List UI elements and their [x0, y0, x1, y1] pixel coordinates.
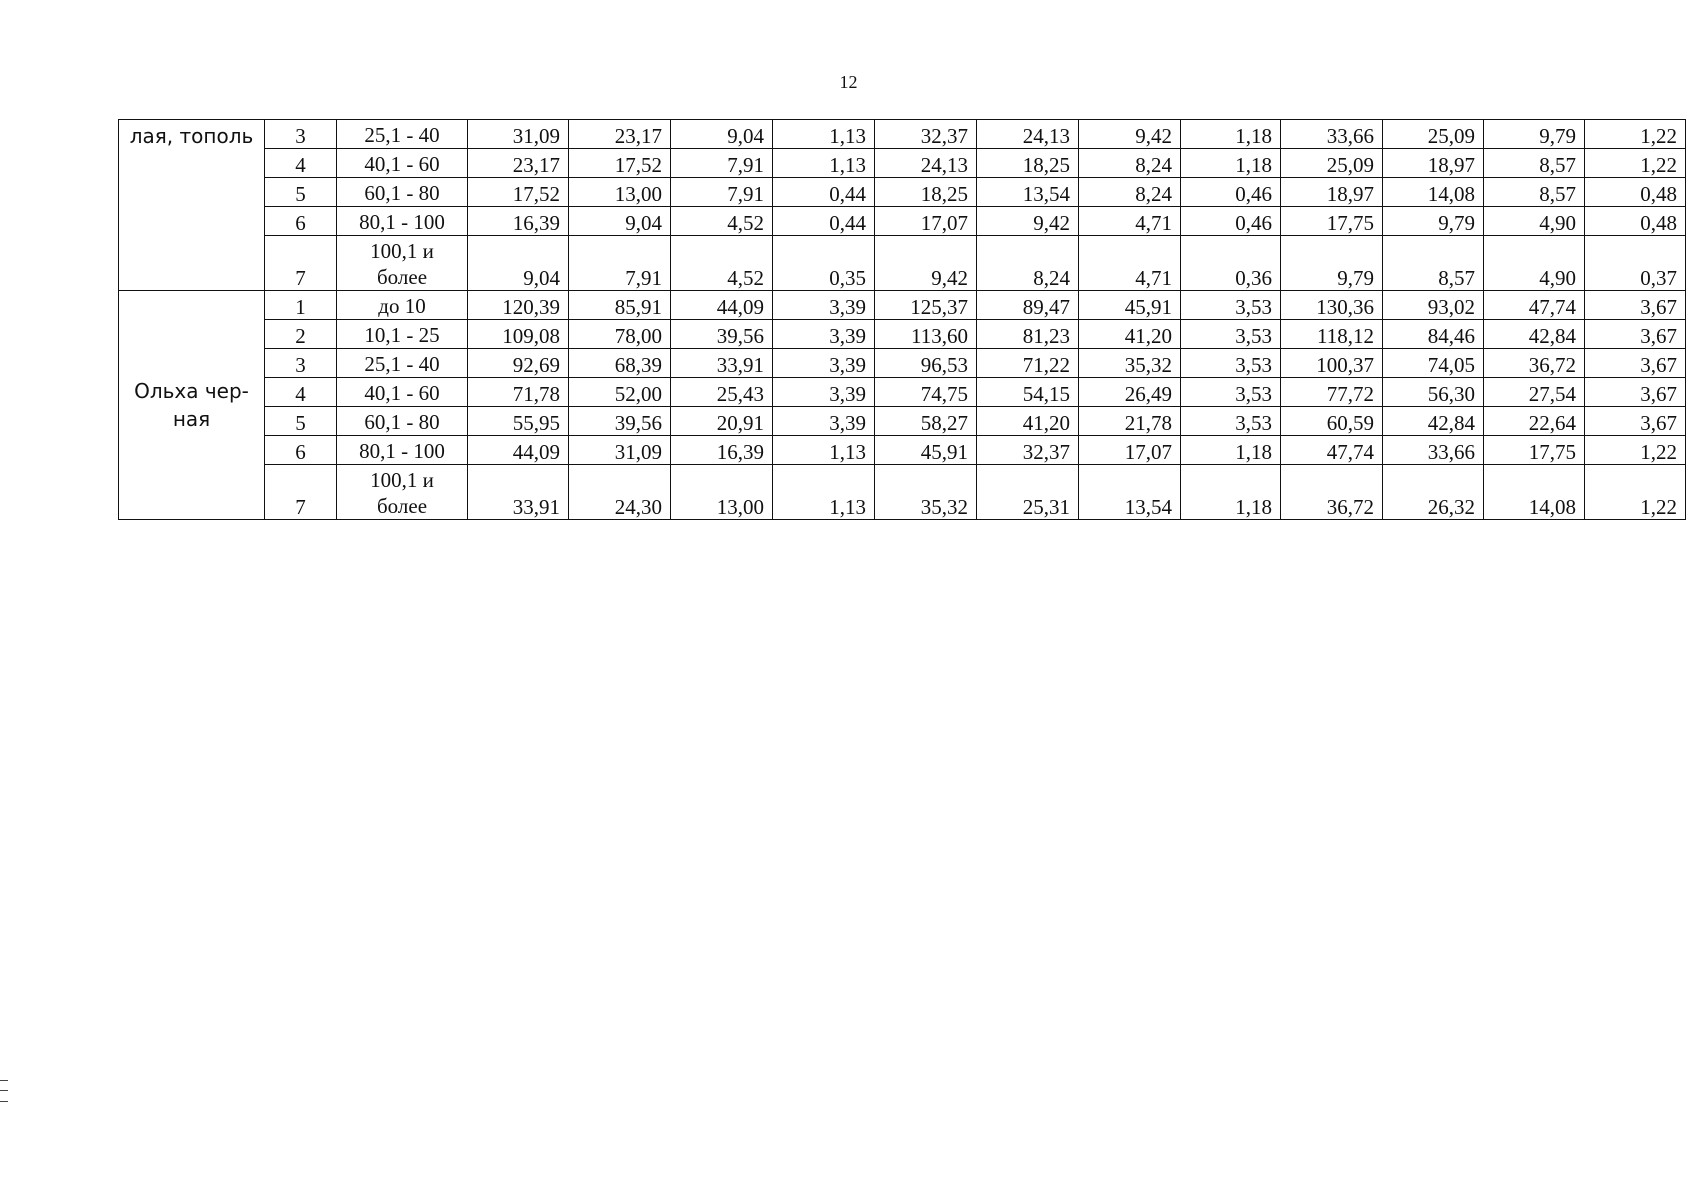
value-cell: 17,07 — [1079, 436, 1181, 465]
diameter-range-cell: 80,1 - 100 — [337, 436, 468, 465]
value-cell: 0,46 — [1181, 207, 1281, 236]
value-cell: 3,39 — [773, 349, 875, 378]
value-cell: 13,00 — [569, 178, 671, 207]
value-cell: 78,00 — [569, 320, 671, 349]
value-cell: 45,91 — [875, 436, 977, 465]
value-cell: 52,00 — [569, 378, 671, 407]
value-cell: 1,22 — [1585, 465, 1686, 520]
value-cell: 0,46 — [1181, 178, 1281, 207]
value-cell: 3,67 — [1585, 320, 1686, 349]
value-cell: 1,18 — [1181, 120, 1281, 149]
value-cell: 18,97 — [1383, 149, 1484, 178]
value-cell: 25,31 — [977, 465, 1079, 520]
value-cell: 8,57 — [1383, 236, 1484, 291]
value-cell: 60,59 — [1281, 407, 1383, 436]
value-cell: 1,13 — [773, 465, 875, 520]
value-cell: 9,04 — [671, 120, 773, 149]
value-cell: 81,23 — [977, 320, 1079, 349]
value-cell: 45,91 — [1079, 291, 1181, 320]
value-cell: 3,67 — [1585, 349, 1686, 378]
value-cell: 54,15 — [977, 378, 1079, 407]
table-body — [119, 120, 1686, 520]
value-cell: 1,22 — [1585, 149, 1686, 178]
value-cell: 14,08 — [1383, 178, 1484, 207]
table-row — [119, 320, 1686, 349]
value-cell: 74,75 — [875, 378, 977, 407]
value-cell: 8,24 — [1079, 178, 1181, 207]
value-cell: 1,13 — [773, 120, 875, 149]
class-number-cell: 3 — [265, 349, 337, 378]
table-row — [119, 436, 1686, 465]
value-cell: 7,91 — [569, 236, 671, 291]
value-cell: 93,02 — [1383, 291, 1484, 320]
value-cell: 24,13 — [977, 120, 1079, 149]
value-cell: 84,46 — [1383, 320, 1484, 349]
class-number-cell: 6 — [265, 207, 337, 236]
species-cell: лая, тополь — [119, 120, 265, 291]
value-cell: 4,90 — [1484, 207, 1585, 236]
value-cell: 18,25 — [977, 149, 1079, 178]
value-cell: 13,54 — [977, 178, 1079, 207]
value-cell: 120,39 — [468, 291, 569, 320]
value-cell: 0,37 — [1585, 236, 1686, 291]
class-number-cell: 7 — [265, 236, 337, 291]
diameter-range-cell: 80,1 - 100 — [337, 207, 468, 236]
value-cell: 31,09 — [468, 120, 569, 149]
value-cell: 3,39 — [773, 291, 875, 320]
value-cell: 18,97 — [1281, 178, 1383, 207]
value-cell: 3,67 — [1585, 407, 1686, 436]
value-cell: 0,36 — [1181, 236, 1281, 291]
value-cell: 17,52 — [468, 178, 569, 207]
value-cell: 0,48 — [1585, 178, 1686, 207]
value-cell: 32,37 — [875, 120, 977, 149]
table-row — [119, 465, 1686, 520]
diameter-range-cell: 40,1 - 60 — [337, 378, 468, 407]
diameter-range-cell: до 10 — [337, 291, 468, 320]
class-number-cell: 3 — [265, 120, 337, 149]
table-row — [119, 407, 1686, 436]
value-cell: 3,39 — [773, 378, 875, 407]
value-cell: 41,20 — [977, 407, 1079, 436]
value-cell: 125,37 — [875, 291, 977, 320]
value-cell: 89,47 — [977, 291, 1079, 320]
value-cell: 9,42 — [875, 236, 977, 291]
value-cell: 71,22 — [977, 349, 1079, 378]
value-cell: 24,13 — [875, 149, 977, 178]
table-row — [119, 236, 1686, 291]
value-cell: 42,84 — [1383, 407, 1484, 436]
value-cell: 1,18 — [1181, 465, 1281, 520]
value-cell: 4,52 — [671, 236, 773, 291]
diameter-range-cell: 25,1 - 40 — [337, 349, 468, 378]
value-cell: 25,43 — [671, 378, 773, 407]
value-cell: 36,72 — [1484, 349, 1585, 378]
value-cell: 24,30 — [569, 465, 671, 520]
table-row — [119, 149, 1686, 178]
value-cell: 4,90 — [1484, 236, 1585, 291]
table-row — [119, 120, 1686, 149]
value-cell: 39,56 — [569, 407, 671, 436]
species-cell: Ольха чер-ная — [119, 291, 265, 520]
class-number-cell: 5 — [265, 178, 337, 207]
value-cell: 3,53 — [1181, 291, 1281, 320]
value-cell: 8,57 — [1484, 178, 1585, 207]
class-number-cell: 4 — [265, 149, 337, 178]
class-number-cell: 4 — [265, 378, 337, 407]
class-number-cell: 5 — [265, 407, 337, 436]
value-cell: 25,09 — [1281, 149, 1383, 178]
value-cell: 7,91 — [671, 149, 773, 178]
value-cell: 26,49 — [1079, 378, 1181, 407]
value-cell: 33,91 — [671, 349, 773, 378]
value-cell: 100,37 — [1281, 349, 1383, 378]
value-cell: 18,25 — [875, 178, 977, 207]
value-cell: 3,53 — [1181, 407, 1281, 436]
value-cell: 1,13 — [773, 149, 875, 178]
class-number-cell: 2 — [265, 320, 337, 349]
table-row — [119, 178, 1686, 207]
value-cell: 32,37 — [977, 436, 1079, 465]
value-cell: 9,04 — [569, 207, 671, 236]
value-cell: 3,53 — [1181, 349, 1281, 378]
value-cell: 92,69 — [468, 349, 569, 378]
value-cell: 118,12 — [1281, 320, 1383, 349]
value-cell: 9,79 — [1281, 236, 1383, 291]
diameter-range-cell: 60,1 - 80 — [337, 407, 468, 436]
value-cell: 4,52 — [671, 207, 773, 236]
value-cell: 0,44 — [773, 207, 875, 236]
value-cell: 55,95 — [468, 407, 569, 436]
value-cell: 3,67 — [1585, 291, 1686, 320]
value-cell: 3,53 — [1181, 320, 1281, 349]
value-cell: 1,18 — [1181, 149, 1281, 178]
value-cell: 3,39 — [773, 407, 875, 436]
value-cell: 36,72 — [1281, 465, 1383, 520]
value-cell: 3,39 — [773, 320, 875, 349]
value-cell: 1,18 — [1181, 436, 1281, 465]
value-cell: 9,04 — [468, 236, 569, 291]
rates-table-container — [118, 119, 1677, 520]
diameter-range-cell: 100,1 и более — [337, 465, 468, 520]
value-cell: 23,17 — [468, 149, 569, 178]
value-cell: 39,56 — [671, 320, 773, 349]
value-cell: 8,24 — [1079, 149, 1181, 178]
value-cell: 16,39 — [468, 207, 569, 236]
value-cell: 47,74 — [1281, 436, 1383, 465]
value-cell: 23,17 — [569, 120, 671, 149]
value-cell: 14,08 — [1484, 465, 1585, 520]
value-cell: 9,42 — [1079, 120, 1181, 149]
page-number: 12 — [839, 72, 858, 92]
value-cell: 44,09 — [671, 291, 773, 320]
value-cell: 74,05 — [1383, 349, 1484, 378]
value-cell: 9,42 — [977, 207, 1079, 236]
value-cell: 3,67 — [1585, 378, 1686, 407]
value-cell: 0,35 — [773, 236, 875, 291]
value-cell: 17,52 — [569, 149, 671, 178]
value-cell: 0,48 — [1585, 207, 1686, 236]
value-cell: 27,54 — [1484, 378, 1585, 407]
class-number-cell: 1 — [265, 291, 337, 320]
value-cell: 33,66 — [1281, 120, 1383, 149]
value-cell: 42,84 — [1484, 320, 1585, 349]
value-cell: 13,54 — [1079, 465, 1181, 520]
class-number-cell: 6 — [265, 436, 337, 465]
value-cell: 1,22 — [1585, 436, 1686, 465]
value-cell: 85,91 — [569, 291, 671, 320]
value-cell: 1,13 — [773, 436, 875, 465]
value-cell: 58,27 — [875, 407, 977, 436]
value-cell: 8,24 — [977, 236, 1079, 291]
diameter-range-cell: 60,1 - 80 — [337, 178, 468, 207]
value-cell: 16,39 — [671, 436, 773, 465]
value-cell: 0,44 — [773, 178, 875, 207]
value-cell: 1,22 — [1585, 120, 1686, 149]
value-cell: 8,57 — [1484, 149, 1585, 178]
value-cell: 77,72 — [1281, 378, 1383, 407]
value-cell: 113,60 — [875, 320, 977, 349]
diameter-range-cell: 40,1 - 60 — [337, 149, 468, 178]
value-cell: 44,09 — [468, 436, 569, 465]
class-number-cell: 7 — [265, 465, 337, 520]
value-cell: 71,78 — [468, 378, 569, 407]
value-cell: 109,08 — [468, 320, 569, 349]
value-cell: 35,32 — [875, 465, 977, 520]
value-cell: 17,75 — [1281, 207, 1383, 236]
value-cell: 26,32 — [1383, 465, 1484, 520]
value-cell: 9,79 — [1484, 120, 1585, 149]
value-cell: 4,71 — [1079, 207, 1181, 236]
table-row — [119, 378, 1686, 407]
value-cell: 33,91 — [468, 465, 569, 520]
value-cell: 25,09 — [1383, 120, 1484, 149]
value-cell: 9,79 — [1383, 207, 1484, 236]
value-cell: 21,78 — [1079, 407, 1181, 436]
rates-table — [118, 119, 1686, 520]
table-row — [119, 207, 1686, 236]
table-row — [119, 349, 1686, 378]
value-cell: 17,07 — [875, 207, 977, 236]
diameter-range-cell: 10,1 - 25 — [337, 320, 468, 349]
value-cell: 22,64 — [1484, 407, 1585, 436]
value-cell: 96,53 — [875, 349, 977, 378]
value-cell: 56,30 — [1383, 378, 1484, 407]
value-cell: 3,53 — [1181, 378, 1281, 407]
value-cell: 68,39 — [569, 349, 671, 378]
value-cell: 31,09 — [569, 436, 671, 465]
value-cell: 35,32 — [1079, 349, 1181, 378]
value-cell: 41,20 — [1079, 320, 1181, 349]
value-cell: 4,71 — [1079, 236, 1181, 291]
diameter-range-cell: 25,1 - 40 — [337, 120, 468, 149]
diameter-range-cell: 100,1 и более — [337, 236, 468, 291]
scan-edge-mark — [0, 1080, 8, 1102]
value-cell: 17,75 — [1484, 436, 1585, 465]
value-cell: 130,36 — [1281, 291, 1383, 320]
table-row — [119, 291, 1686, 320]
value-cell: 7,91 — [671, 178, 773, 207]
value-cell: 33,66 — [1383, 436, 1484, 465]
value-cell: 47,74 — [1484, 291, 1585, 320]
value-cell: 13,00 — [671, 465, 773, 520]
value-cell: 20,91 — [671, 407, 773, 436]
